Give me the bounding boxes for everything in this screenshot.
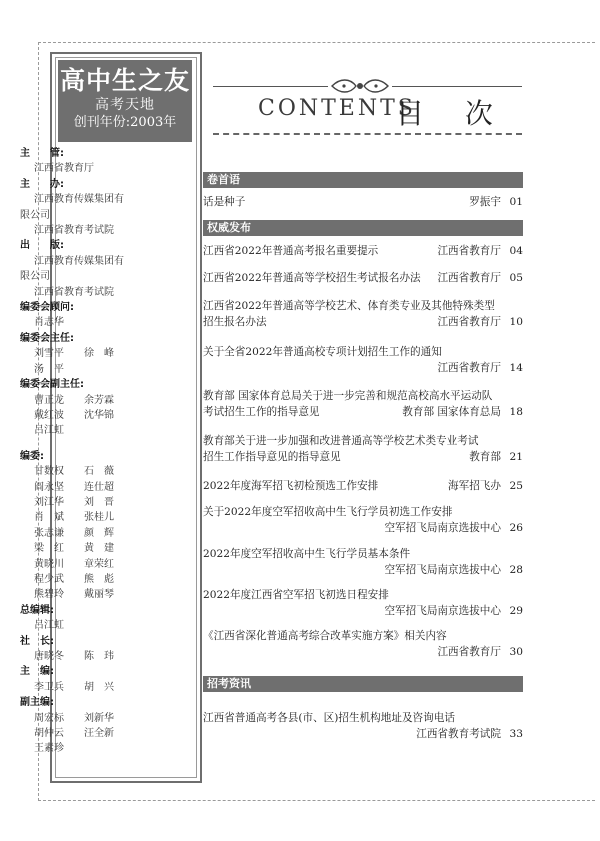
chief-editor-name: 李卫兵 xyxy=(34,681,64,693)
director-label: 编委会主任: xyxy=(20,332,74,344)
toc-entry[interactable] xyxy=(203,388,523,420)
committee-member: 熊 彪 xyxy=(84,573,114,585)
entry-title: 2022年度江西省空军招飞初选日程安排 xyxy=(203,589,389,601)
committee-member: 张桂儿 xyxy=(84,512,114,524)
entry-page: 30 xyxy=(509,646,523,658)
entry-source: 江西省教育厅 xyxy=(437,272,501,284)
toc-entry[interactable] xyxy=(203,243,523,259)
entry-title-cont: 考试招生工作的指导意见 xyxy=(203,406,320,418)
committee-member: 黄晓川 xyxy=(34,558,64,570)
deputy-editor-names xyxy=(20,726,140,741)
flourish-ornament-icon xyxy=(328,75,392,97)
director-name: 汤 平 xyxy=(34,363,64,375)
advisor-label: 编委会顾问: xyxy=(20,302,74,314)
entry-source: 罗振宇 xyxy=(469,196,501,208)
director-name: 徐 峰 xyxy=(84,348,114,360)
entry-title: 教育部关于进一步加强和改进普通高等学校艺术类专业考试 xyxy=(203,435,479,447)
entry-source: 江西省教育厅 xyxy=(437,316,501,328)
header-rule-right xyxy=(392,86,522,87)
president-names xyxy=(20,649,140,664)
committee-row xyxy=(20,510,140,525)
entry-source: 教育部 国家体育总局 xyxy=(402,406,501,418)
toc-entry[interactable] xyxy=(203,710,523,742)
deputy-editor-name: 王素珍 xyxy=(34,743,64,755)
vice-director-name: 戴红波 xyxy=(34,409,64,421)
entry-source: 海军招飞办 xyxy=(448,480,501,492)
deputy-editor-names xyxy=(20,711,140,726)
committee-member: 颜 辉 xyxy=(84,527,114,539)
entry-page: 28 xyxy=(509,564,523,576)
entry-title: 江西省2022年普通高考报名重要提示 xyxy=(203,245,379,257)
header-rule-left xyxy=(213,86,328,87)
entry-title: 话是种子 xyxy=(203,196,246,208)
entry-source: 空军招飞局南京选拔中心 xyxy=(384,522,501,534)
entry-page: 29 xyxy=(509,605,523,617)
toc-entry[interactable] xyxy=(203,628,523,660)
entry-source: 教育部 xyxy=(469,451,501,463)
director-names xyxy=(20,346,140,361)
entry-title: 教育部 国家体育总局关于进一步完善和规范高校高水平运动队 xyxy=(203,390,493,402)
entry-title: 《江西省深化普通高考综合改革实施方案》相关内容 xyxy=(203,630,447,642)
entry-page: 33 xyxy=(509,728,523,740)
magazine-title: 高中生之友 xyxy=(59,66,190,95)
toc-entry[interactable] xyxy=(203,587,523,619)
entry-source: 江西省教育厅 xyxy=(437,646,501,658)
entry-title: 江西省2022年普通高等学校招生考试报名办法 xyxy=(203,272,421,284)
entry-title: 2022年度空军招收高中生飞行学员基本条件 xyxy=(203,548,411,560)
committee-member: 阎永坚 xyxy=(34,481,64,493)
supervisor-label: 主 管: xyxy=(20,148,64,159)
entry-page: 21 xyxy=(509,451,523,463)
committee-member: 戴丽琴 xyxy=(84,589,114,601)
entry-title: 江西省2022年普通高等学校艺术、体育类专业及其他特殊类型 xyxy=(203,300,495,312)
vice-director-name: 沈华锦 xyxy=(84,409,114,421)
president-name: 唐晓冬 xyxy=(34,651,64,662)
toc-entry[interactable] xyxy=(203,194,523,210)
toc-entry[interactable] xyxy=(203,433,523,465)
founded-year: 创刊年份:2003年 xyxy=(73,115,177,130)
deputy-editor-name: 汪全新 xyxy=(84,728,114,740)
committee-member: 熊碧玲 xyxy=(34,589,64,601)
toc-entry[interactable] xyxy=(203,478,523,494)
committee-member: 甘数权 xyxy=(34,466,64,478)
contents-heading: CONTENTS xyxy=(258,96,416,121)
sponsor-org-1: 江西教育传媒集团有 xyxy=(34,194,124,206)
entry-title: 江西省普通高考各县(市、区)招生机构地址及咨询电话 xyxy=(203,712,455,724)
deputy-editor-name: 胡仲云 xyxy=(34,728,64,740)
committee-member: 张志谦 xyxy=(34,527,64,539)
president-name: 陈 玮 xyxy=(84,651,114,662)
committee-row xyxy=(20,572,140,587)
publisher-org-2: 江西省教育考试院 xyxy=(34,286,114,298)
vice-director-names xyxy=(20,393,140,408)
toc-entry[interactable] xyxy=(203,298,523,330)
deputy-editor-name: 刘新华 xyxy=(84,712,114,724)
sponsor-org-1-cont: 限公司 xyxy=(20,209,50,221)
entry-source: 江西省教育厅 xyxy=(437,245,501,257)
advisor-name: 肖志华 xyxy=(34,317,64,329)
sponsor-label: 主 办: xyxy=(20,178,64,190)
staff-list xyxy=(20,146,140,757)
deputy-editor-label: 副主编: xyxy=(20,697,54,709)
sponsor-org-2: 江西省教育考试院 xyxy=(34,225,114,237)
entry-source: 空军招飞局南京选拔中心 xyxy=(384,605,501,617)
vice-director-name: 吕江虹 xyxy=(34,425,64,437)
entry-source: 江西省教育厅 xyxy=(437,362,501,374)
entry-title: 2022年度海军招飞初检预选工作安排 xyxy=(203,480,379,492)
entry-title: 关于全省2022年普通高校专项计划招生工作的通知 xyxy=(203,346,442,358)
committee-row xyxy=(20,541,140,556)
committee-row xyxy=(20,526,140,541)
committee-member: 石 薇 xyxy=(84,466,114,478)
committee-member: 黄 建 xyxy=(84,543,114,555)
mulu-heading: 目 次 xyxy=(396,97,509,130)
committee-row xyxy=(20,480,140,495)
toc-entry[interactable] xyxy=(203,546,523,578)
header-dashed-rule xyxy=(213,133,522,135)
editor-in-chief-label: 总编辑: xyxy=(20,604,54,616)
masthead-title-block xyxy=(58,60,192,142)
committee-row xyxy=(20,464,140,479)
chief-editor-label: 主 编: xyxy=(20,666,54,678)
editor-in-chief-name: 吕江虹 xyxy=(34,620,64,632)
entry-page: 04 xyxy=(509,245,523,257)
entry-page: 25 xyxy=(509,480,523,492)
publisher-label: 出 版: xyxy=(20,240,64,252)
committee-member: 肖 斌 xyxy=(34,512,64,524)
committee-member: 程少武 xyxy=(34,573,64,585)
committee-row xyxy=(20,557,140,572)
entry-page: 01 xyxy=(509,196,523,208)
entry-source: 江西省教育考试院 xyxy=(416,728,501,740)
publisher-org-1: 江西教育传媒集团有 xyxy=(34,255,124,267)
entry-page: 05 xyxy=(509,272,523,284)
committee-member: 刘 晋 xyxy=(84,496,114,508)
magazine-subtitle: 高考天地 xyxy=(95,97,155,113)
vice-director-label: 编委会副主任: xyxy=(20,379,84,391)
toc-entry[interactable] xyxy=(203,270,523,286)
committee-member: 连仕超 xyxy=(84,481,114,493)
committee-row xyxy=(20,587,140,602)
deputy-editor-name: 周宏标 xyxy=(34,712,64,724)
director-name: 刘雪平 xyxy=(34,348,64,360)
committee-member: 刘江华 xyxy=(34,496,64,508)
chief-editor-names xyxy=(20,680,140,695)
president-label: 社 长: xyxy=(20,635,54,647)
toc-entry[interactable] xyxy=(203,344,523,376)
section-zhaokao: 招考资讯 xyxy=(203,676,523,692)
vice-director-names xyxy=(20,408,140,423)
entry-source: 空军招飞局南京选拔中心 xyxy=(384,564,501,576)
entry-title-cont: 招生报名办法 xyxy=(203,316,267,328)
entry-page: 26 xyxy=(509,522,523,534)
supervisor-name: 江西省教育厅 xyxy=(34,163,94,175)
entry-title-cont: 招生工作指导意见的指导意见 xyxy=(203,451,341,463)
committee-member: 梁 红 xyxy=(34,543,64,555)
committee-member: 章荣红 xyxy=(84,558,114,570)
committee-row xyxy=(20,495,140,510)
chief-editor-name: 胡 兴 xyxy=(84,681,114,693)
entry-title: 关于2022年度空军招收高中生飞行学员初选工作安排 xyxy=(203,506,453,518)
section-quanwei: 权威发布 xyxy=(203,220,523,236)
publisher-org-1-cont: 限公司 xyxy=(20,271,50,283)
toc-entry[interactable] xyxy=(203,504,523,536)
entry-page: 18 xyxy=(509,406,523,418)
section-juanshouyu: 卷首语 xyxy=(203,172,523,188)
vice-director-name: 曹正龙 xyxy=(34,394,64,406)
vice-director-name: 余芳霖 xyxy=(84,394,114,406)
entry-page: 14 xyxy=(509,362,523,374)
committee-label: 编委: xyxy=(20,450,44,462)
entry-page: 10 xyxy=(509,316,523,328)
